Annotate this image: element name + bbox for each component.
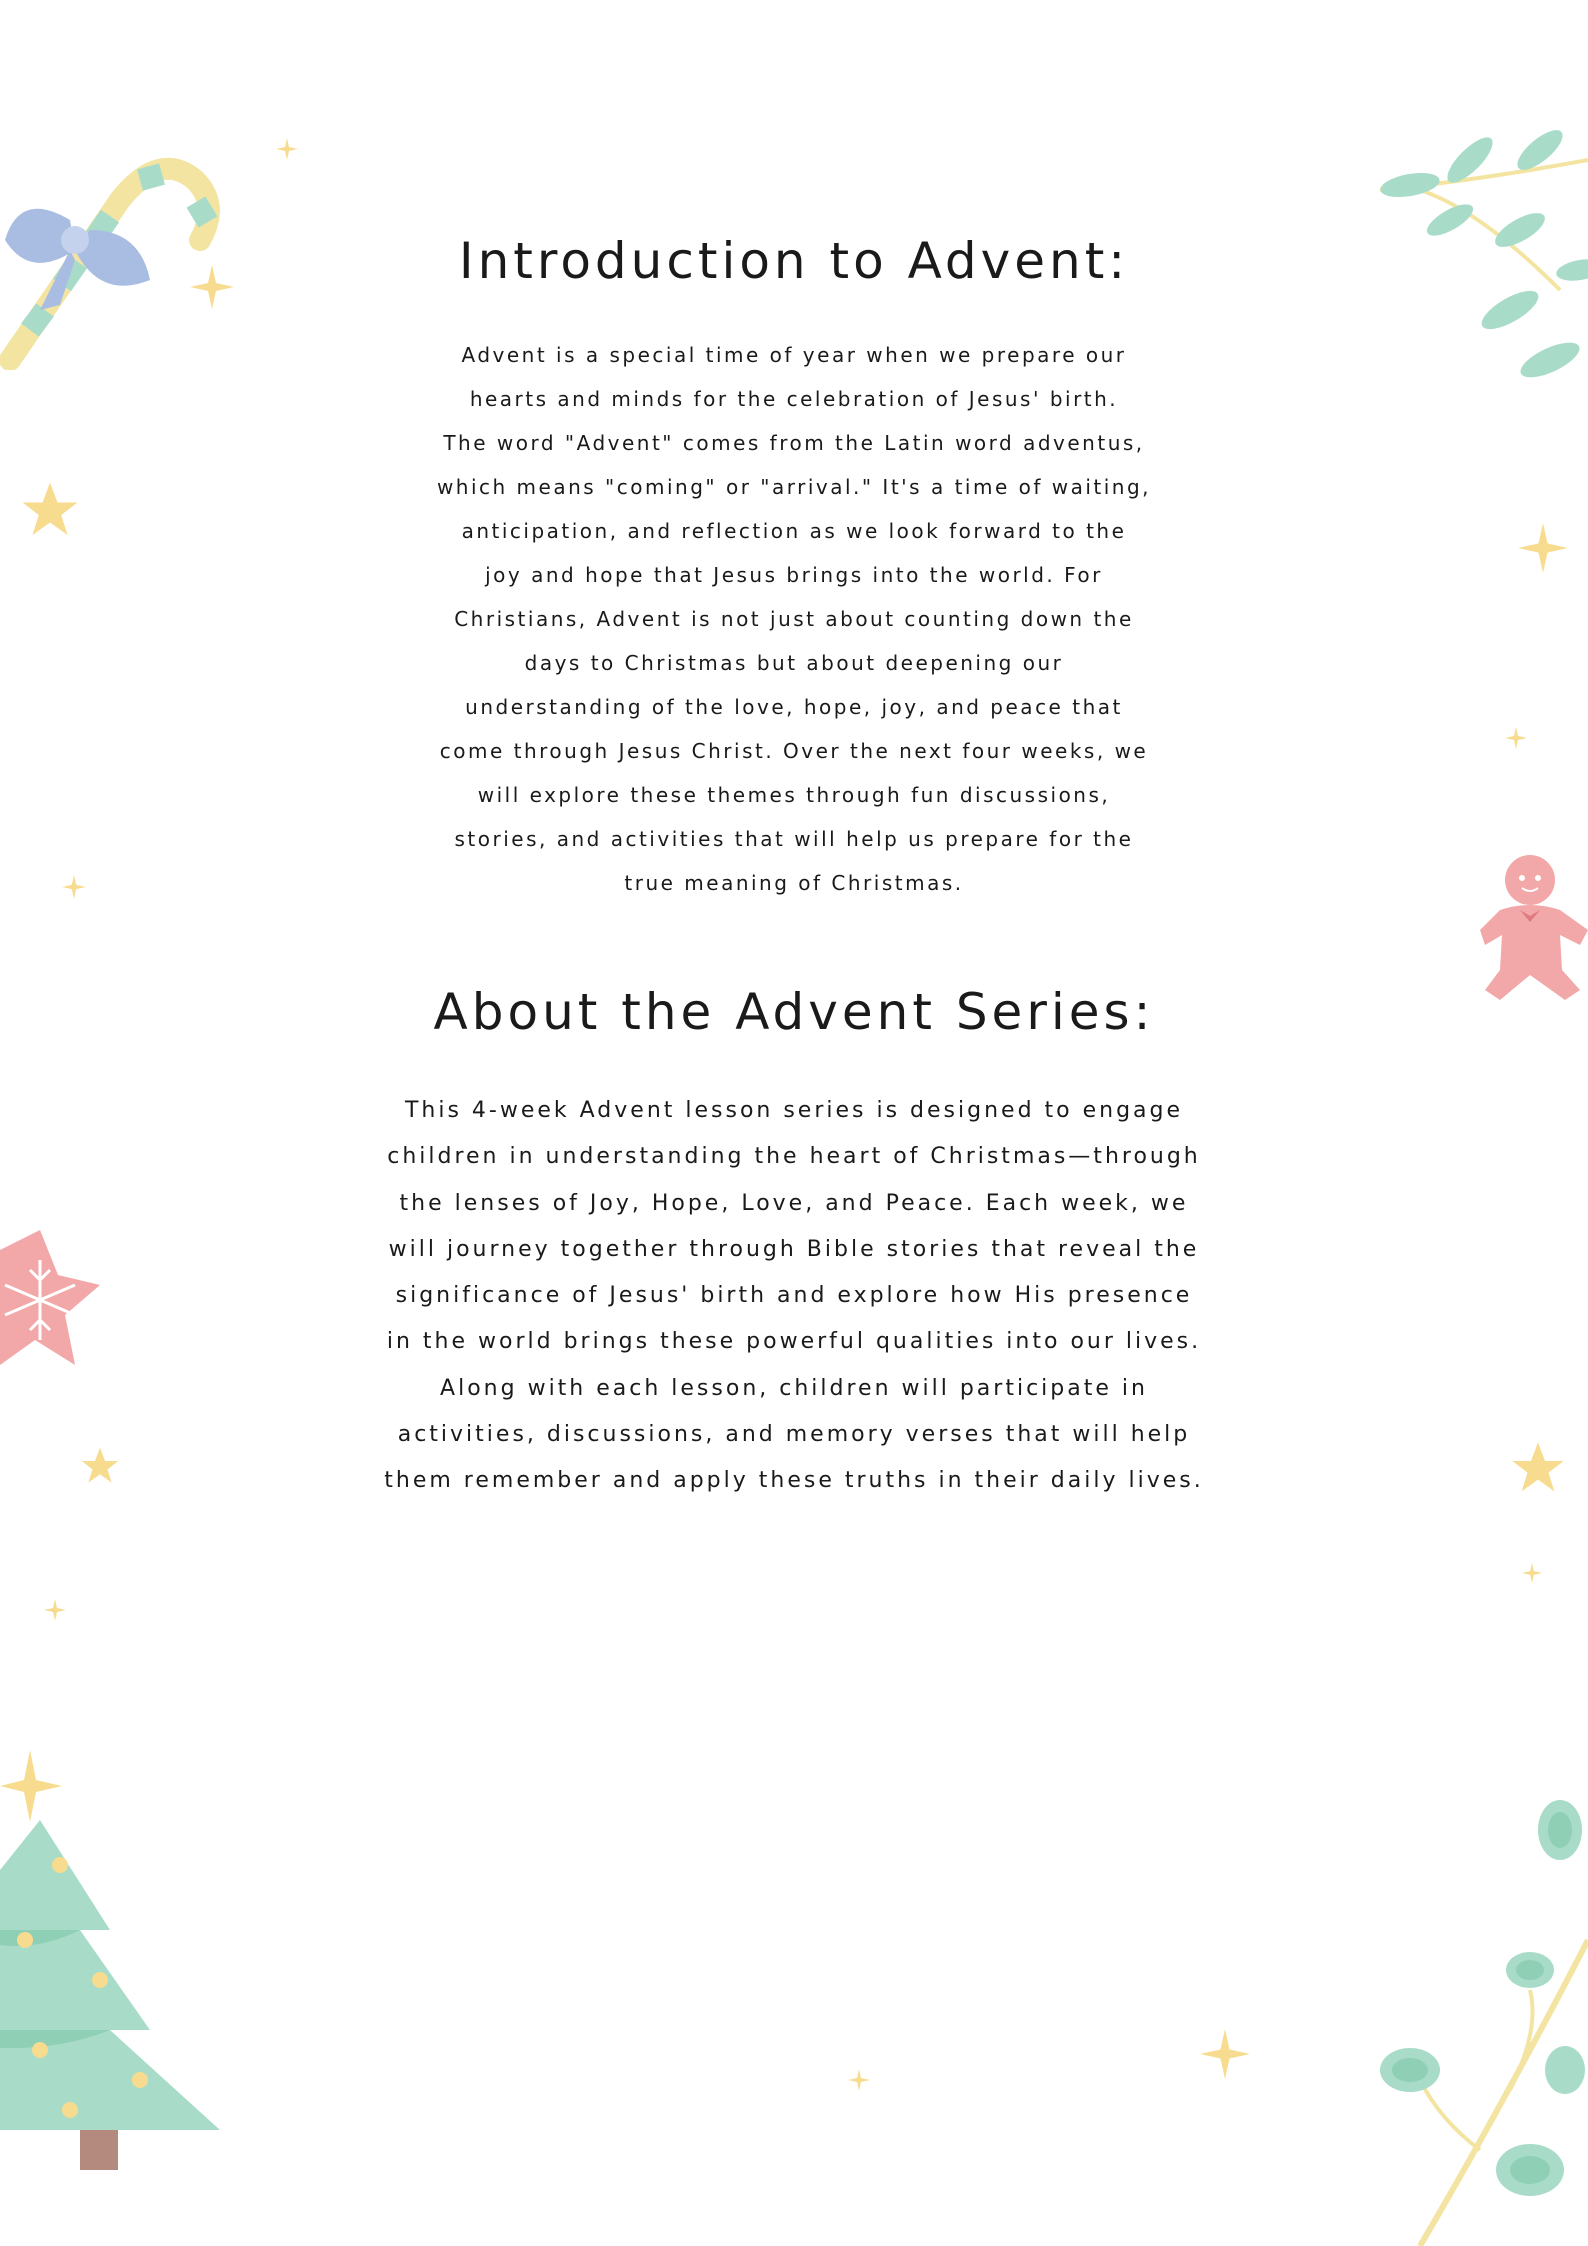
intro-paragraph bbox=[0, 333, 1588, 905]
sparkle-icon bbox=[44, 1598, 66, 1622]
intro-line: Advent is a special time of year when we prepare our bbox=[461, 343, 1127, 367]
intro-line: joy and hope that Jesus brings into the world. For bbox=[485, 563, 1103, 587]
about-line: children in understanding the heart of Christmas—through bbox=[387, 1144, 1201, 1170]
about-line: significance of Jesus' birth and explore how His presence bbox=[395, 1283, 1193, 1309]
christmas-tree-icon bbox=[0, 1750, 230, 2170]
intro-line: stories, and activities that will help us prepare for the bbox=[454, 827, 1134, 851]
about-line: in the world brings these powerful qualities into our lives. bbox=[386, 1329, 1202, 1355]
intro-line: will explore these themes through fun discussions, bbox=[477, 783, 1111, 807]
intro-line: Christians, Advent is not just about counting down the bbox=[454, 607, 1134, 631]
sparkle-icon bbox=[1522, 1562, 1542, 1584]
about-line: the lenses of Joy, Hope, Love, and Peace. Each week, we bbox=[399, 1190, 1189, 1216]
intro-line: The word "Advent" comes from the Latin word adventus, bbox=[443, 431, 1145, 455]
sparkle-icon bbox=[848, 2068, 870, 2092]
about-line: them remember and apply these truths in their daily lives. bbox=[384, 1468, 1204, 1494]
about-heading: About the Advent Series: bbox=[433, 983, 1155, 1041]
intro-line: come through Jesus Christ. Over the next four weeks, we bbox=[439, 739, 1149, 763]
intro-heading: Introduction to Advent: bbox=[458, 232, 1130, 290]
intro-line: anticipation, and reflection as we look forward to the bbox=[461, 519, 1127, 543]
intro-line: which means "coming" or "arrival." It's a time of waiting, bbox=[436, 475, 1152, 499]
sparkle-icon bbox=[276, 138, 298, 160]
intro-line: hearts and minds for the celebration of Jesus' birth. bbox=[469, 387, 1119, 411]
about-line: Along with each lesson, children will participate in bbox=[440, 1375, 1148, 1401]
about-line: This 4-week Advent lesson series is designed to engage bbox=[404, 1098, 1184, 1123]
eucalyptus-branch-icon bbox=[1380, 1790, 1588, 2246]
about-line: activities, discussions, and memory verses that will help bbox=[397, 1422, 1191, 1448]
intro-line: days to Christmas but about deepening our bbox=[524, 651, 1064, 675]
sparkle-icon bbox=[1200, 2026, 1250, 2082]
about-paragraph bbox=[0, 1088, 1588, 1505]
about-line: will journey together through Bible stories that reveal the bbox=[388, 1236, 1200, 1262]
intro-line: true meaning of Christmas. bbox=[624, 871, 964, 895]
intro-line: understanding of the love, hope, joy, and peace that bbox=[465, 695, 1123, 719]
